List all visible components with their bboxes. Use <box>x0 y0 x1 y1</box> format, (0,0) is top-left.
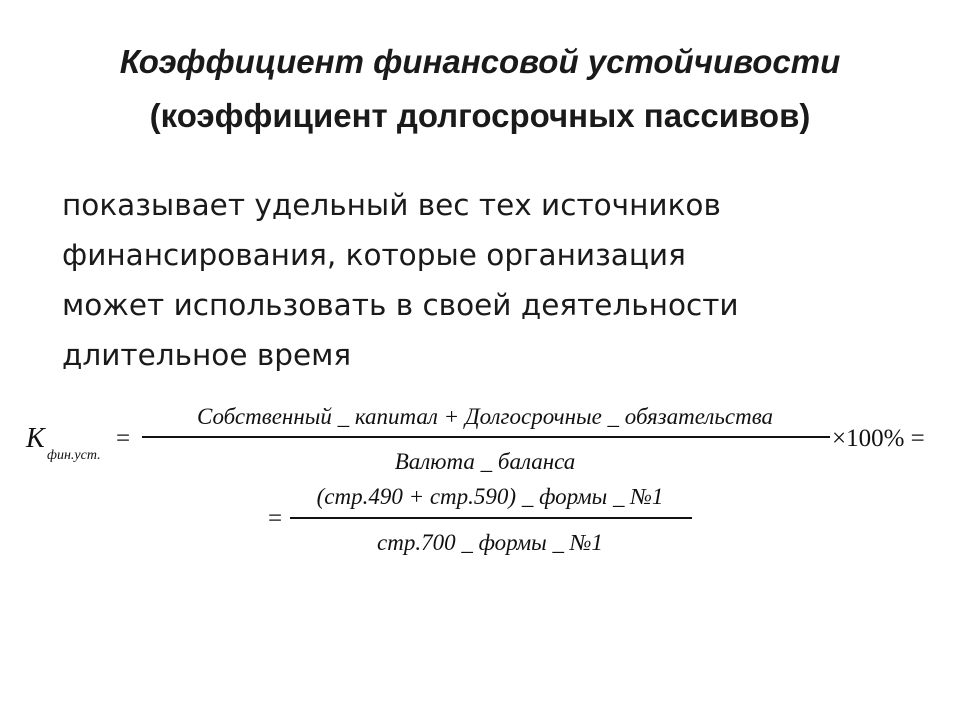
formula-lhs-subscript: фин.уст. <box>47 448 101 463</box>
formula-times-percent: ×100% = <box>832 425 925 452</box>
formula-denominator-2: стр.700 _ формы _ №1 <box>377 530 603 555</box>
body-line: финансирования, которые организация <box>62 238 686 272</box>
formula-numerator-1: Собственный _ капитал + Долгосрочные _ обязательства <box>196 404 774 429</box>
fraction-bar-2 <box>290 517 692 519</box>
body-line: может использовать в своей деятельности <box>62 288 739 322</box>
formula-equals-2: = <box>268 505 283 532</box>
body-line: показывает удельный вес тех источников <box>62 188 721 222</box>
formula-denominator-1: Валюта _ баланса <box>394 449 576 474</box>
fraction-bar-1 <box>142 436 830 438</box>
formula-lhs-symbol: К <box>26 423 45 454</box>
slide-title-line-1: Коэффициент финансовой устойчивости <box>119 43 841 80</box>
formula-equals-1: = <box>116 425 131 452</box>
slide-title-line-2: (коэффициент долгосрочных пассивов) <box>149 97 811 134</box>
formula-numerator-2: (стр.490 + стр.590) _ формы _ №1 <box>316 484 664 509</box>
body-line: длительное время <box>62 338 352 372</box>
